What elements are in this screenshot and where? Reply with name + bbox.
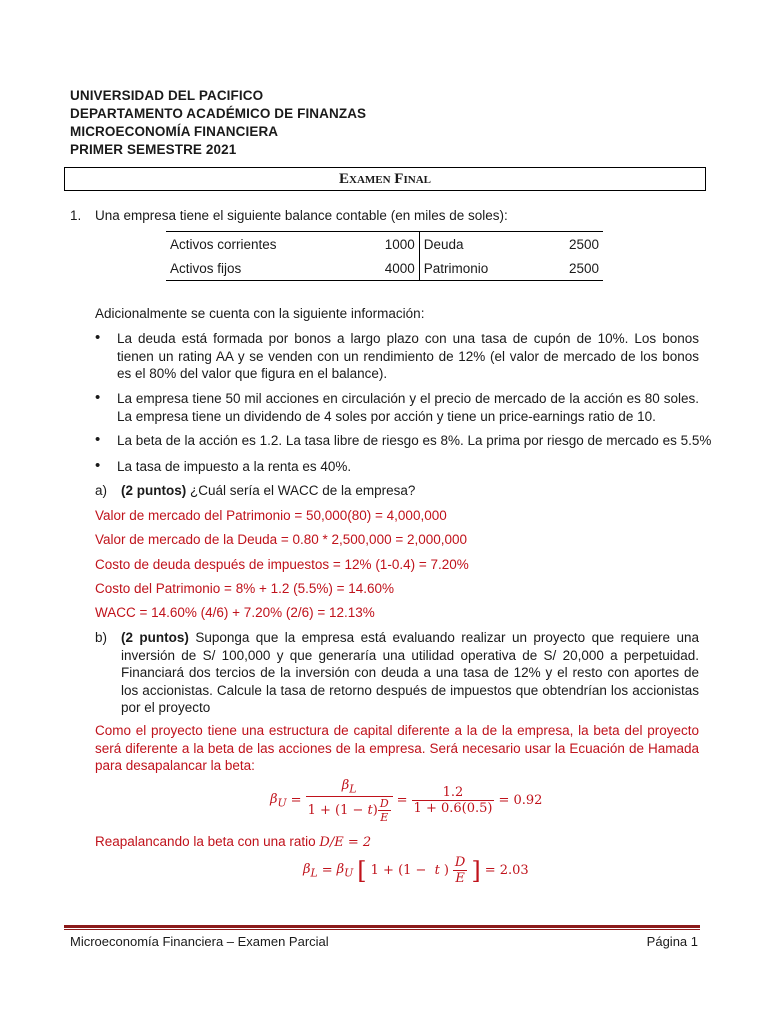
bullet-tax: La tasa de impuesto a la renta es 40%.	[117, 459, 352, 474]
eq2-de-fraction: $\frac{D}{E}$	[454, 855, 466, 886]
eq1-result: = 0.92	[498, 793, 543, 809]
university-name: UNIVERSIDAD DEL PACIFICO	[70, 88, 264, 103]
eq1-fraction-2: $\frac{1.2}{1 + 0.6(0.5)}$	[413, 785, 493, 817]
liability-value: 2500	[540, 256, 603, 281]
liability-value: 2500	[540, 232, 603, 257]
balance-table	[166, 231, 603, 281]
footer-course: Microeconomía Financiera – Examen Parcial	[70, 934, 329, 949]
eq1-de-fraction: $\frac{D}{E}$	[379, 796, 389, 824]
bullet-icon: •	[95, 457, 101, 474]
question-intro: Una empresa tiene el siguiente balance contable (en miles de soles):	[95, 208, 508, 223]
eq1-lhs: $\beta_U$	[270, 792, 287, 810]
part-b-label: b)	[95, 630, 108, 645]
eq2-result: = 2.03	[484, 863, 529, 878]
asset-value: 4000	[355, 256, 419, 281]
relever-text: Reapalancando la beta con una ratio D/E = 2	[95, 834, 372, 850]
equation-unlever: $\beta_U$ = $\beta_L$ 1 + (1 − t ) $\frac{D}{E}$ = $\frac{1.2}{1 + 0.6(0.5)}$ = 0.92	[270, 778, 543, 824]
footer-rule-thin	[64, 929, 700, 930]
answer-wacc: WACC = 14.60% (4/6) + 7.20% (2/6) = 12.13%	[95, 605, 375, 620]
part-b-points: (2 puntos)	[121, 630, 189, 645]
bullet-icon: •	[95, 389, 101, 406]
exam-title: Examen Final	[64, 167, 706, 191]
asset-label: Activos fijos	[166, 256, 355, 281]
bullet-icon: •	[95, 329, 101, 346]
equation-relever: $\beta_L$ = $\beta_U$ [ 1 + (1 − t ) $\frac{D}{E}$ ] = 2.03	[303, 855, 529, 886]
footer-rule	[64, 925, 700, 928]
part-a-points: (2 puntos)	[121, 483, 187, 498]
answer-debt-value: Valor de mercado de la Deuda = 0.80 * 2,500,000 = 2,000,000	[95, 532, 468, 547]
answer-equity-value: Valor de mercado del Patrimonio = 50,000(80) = 4,000,000	[95, 508, 447, 523]
part-a-label: a)	[95, 483, 108, 498]
part-b-question	[121, 629, 699, 717]
bullet-beta: La beta de la acción es 1.2. La tasa libre de riesgo es 8%. La prima por riesgo de mercado es 5.5%	[117, 433, 712, 448]
liability-label: Patrimonio	[419, 256, 540, 281]
relever-ratio: D/E = 2	[319, 835, 372, 850]
answer-cost-equity: Costo del Patrimonio = 8% + 1.2 (5.5%) = 14.60%	[95, 581, 395, 596]
part-a-text: ¿Cuál sería el WACC de la empresa?	[190, 483, 416, 498]
bullet-shares: La empresa tiene 50 mil acciones en circulación y el precio de mercado de la acción es 80 soles. La empresa tiene un dividendo de 4 soles por acción y tiene un price-earnings ratio de 10.	[117, 391, 699, 424]
bullet-debt: La deuda está formada por bonos a largo plazo con una tasa de cupón de 10%. Los bonos tienen un rating AA y se venden con un rendimiento de 12% (el valor de mercado de los bonos es el 80% del valor que figura en el balance).	[117, 331, 699, 381]
eq1-fraction-1: $\beta_L$ 1 + (1 − t ) $\frac{D}{E}$	[306, 778, 393, 824]
answer-cost-debt: Costo de deuda después de impuestos = 12% (1-0.4) = 7.20%	[95, 557, 469, 572]
additional-info: Adicionalmente se cuenta con la siguiente información:	[95, 306, 425, 321]
table-row	[166, 256, 603, 281]
liability-label: Deuda	[419, 232, 540, 257]
asset-value: 1000	[355, 232, 419, 257]
part-b-text: Suponga que la empresa está evaluando realizar un proyecto que requiere una inversión de S/ 100,000 y que generaría una utilidad operativa de S/ 20,000 a perpetuidad. Financiará dos tercios de la inversión con deuda a una tasa de 12% y el resto con aportes de los accionistas. Calcule la tasa de retorno después de impuestos que obtendrían los accionistas por el proyecto	[121, 630, 699, 715]
bullet-icon: •	[95, 431, 101, 448]
department-name: DEPARTAMENTO ACADÉMICO DE FINANZAS	[70, 106, 367, 121]
eq2-lhs: $\beta_L$	[303, 861, 318, 880]
part-a-question	[121, 482, 415, 500]
semester: PRIMER SEMESTRE 2021	[70, 142, 237, 157]
table-row	[166, 232, 603, 257]
asset-label: Activos corrientes	[166, 232, 355, 257]
course-name: MICROECONOMÍA FINANCIERA	[70, 124, 279, 139]
footer-page-number: Página 1	[646, 934, 698, 949]
question-number: 1.	[70, 208, 82, 223]
part-b-answer-intro: Como el proyecto tiene una estructura de capital diferente a la de la empresa, la beta del proyecto será diferente a la beta de las acciones de la empresa. Será necesario usar la Ecuación de Hamada para desapalancar la beta:	[95, 723, 699, 773]
